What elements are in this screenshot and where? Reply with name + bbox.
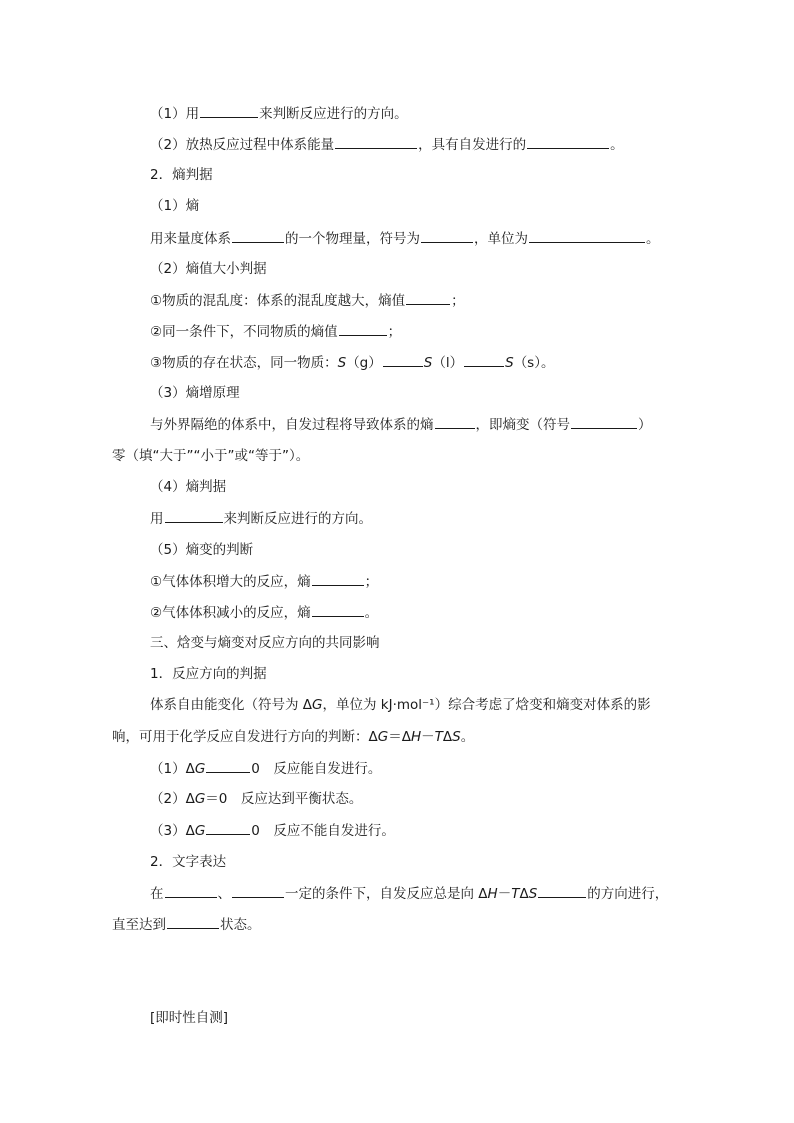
line-24: （3）ΔG 0 反应不能自发进行。 (150, 820, 395, 841)
line-5: 用来量度体系 的一个物理量，符号为 ，单位为 。 (150, 228, 660, 249)
fill-blank[interactable] (167, 914, 219, 929)
fill-blank[interactable] (406, 290, 450, 305)
line-2: （2）放热反应过程中体系能量 ，具有自发进行的 。 (150, 134, 624, 155)
line-20: 体系自由能变化（符号为 ΔG，单位为 kJ·mol⁻¹）综合考虑了焓变和熵变对体系的影 (150, 697, 651, 713)
line-21: 响，可用于化学反应自发进行方向的判断：ΔG＝ΔH－TΔS。 (112, 729, 475, 745)
line-27: 直至达到 状态。 (112, 914, 261, 935)
fill-blank[interactable] (464, 352, 504, 367)
fill-blank[interactable] (421, 228, 473, 243)
fill-blank[interactable] (335, 134, 417, 149)
sub-heading: （2）熵值大小判据 (150, 261, 267, 277)
line-23: （2）ΔG＝0 反应达到平衡状态。 (150, 791, 363, 807)
section-heading: 三、焓变与熵变对反应方向的共同影响 (150, 635, 380, 651)
section-heading: 2．文字表达 (150, 854, 227, 870)
section-heading: 2．熵判据 (150, 167, 213, 183)
sub-heading: （4）熵判据 (150, 479, 227, 495)
fill-blank[interactable] (165, 508, 223, 523)
fill-blank[interactable] (200, 103, 258, 118)
line-12: 零（填“大于”“小于”或“等于”）。 (112, 448, 310, 464)
line-16: ①气体体积增大的反应，熵 ； (150, 571, 378, 592)
fill-blank[interactable] (312, 571, 364, 586)
fill-blank[interactable] (312, 602, 364, 617)
fill-blank[interactable] (232, 228, 284, 243)
fill-blank[interactable] (206, 758, 250, 773)
line-26: 在 、 一定的条件下，自发反应总是向 ΔH－TΔS 的方向进行， (150, 883, 668, 904)
fill-blank[interactable] (206, 820, 250, 835)
self-test-heading: [即时性自测] (150, 1010, 229, 1026)
line-17: ②气体体积减小的反应，熵 。 (150, 602, 378, 623)
line-14: 用 来判断反应进行的方向。 (150, 508, 372, 529)
fill-blank[interactable] (339, 321, 387, 336)
section-heading: 1．反应方向的判据 (150, 666, 267, 682)
sub-heading: （3）熵增原理 (150, 385, 240, 401)
line-11: 与外界隔绝的体系中，自发过程将导致体系的熵 ，即熵变（符号 ） (150, 414, 652, 435)
line-22: （1）ΔG 0 反应能自发进行。 (150, 758, 381, 779)
line-7: ①物质的混乱度：体系的混乱度越大，熵值 ； (150, 290, 465, 311)
fill-blank[interactable] (165, 883, 217, 898)
fill-blank[interactable] (538, 883, 586, 898)
line-1: （1）用 来判断反应进行的方向。 (150, 103, 408, 124)
fill-blank[interactable] (527, 134, 609, 149)
fill-blank[interactable] (383, 352, 423, 367)
line-8: ②同一条件下，不同物质的熵值 ； (150, 321, 401, 342)
sub-heading: （5）熵变的判断 (150, 542, 254, 558)
fill-blank[interactable] (435, 414, 475, 429)
fill-blank[interactable] (232, 883, 284, 898)
line-9: ③物质的存在状态，同一物质：S（g） S（l） S（s）。 (150, 352, 554, 373)
fill-blank[interactable] (529, 228, 645, 243)
sub-heading: （1）熵 (150, 198, 200, 214)
fill-blank[interactable] (571, 414, 637, 429)
